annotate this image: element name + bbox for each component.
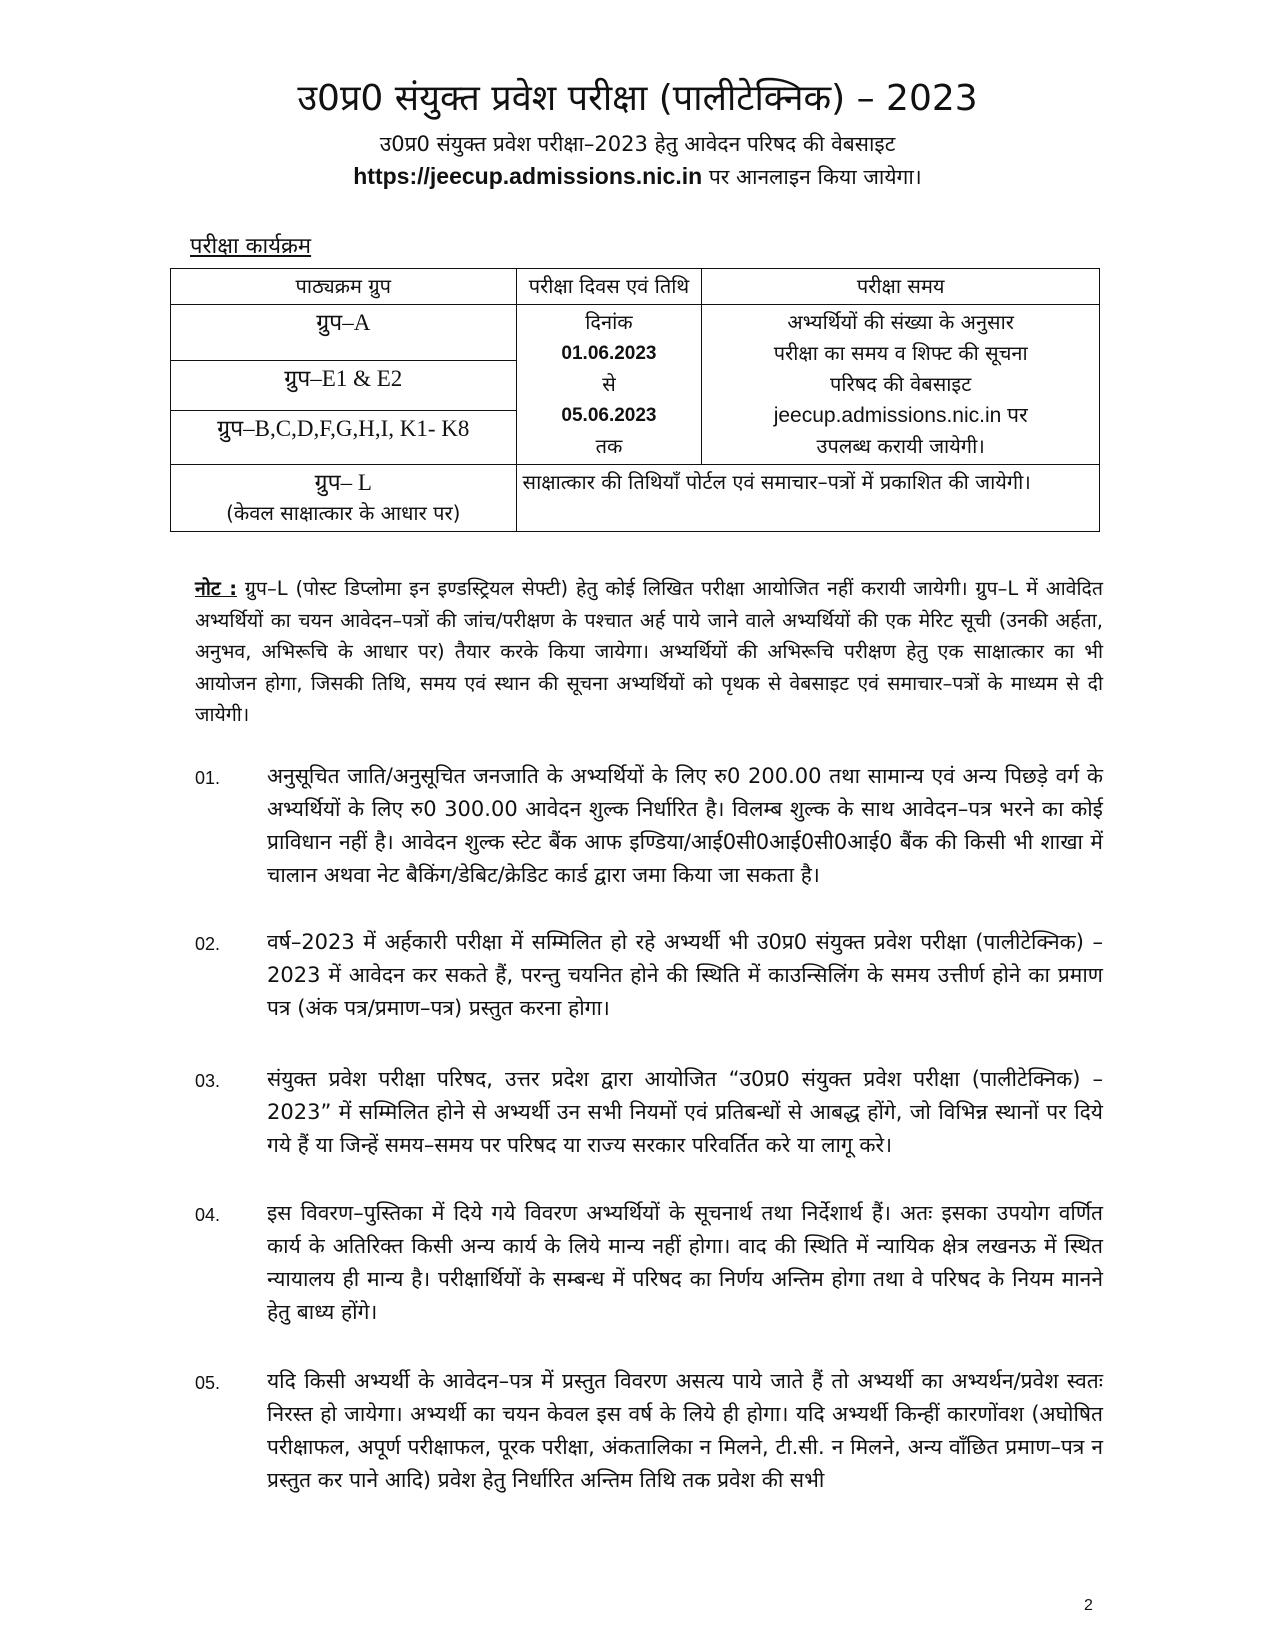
item-number: 02. [195,934,221,954]
group-l-name: ग्रुप– L [314,470,372,495]
subtitle-line1: उ0प्र0 संयुक्त प्रवेश परीक्षा–2023 हेतु आवेदन परिषद की वेबसाइट [379,132,896,156]
date-suffix: तक [595,434,623,458]
time-line-url: jeecup.admissions.nic.in पर [773,404,1028,427]
list-item [195,1197,1103,1329]
item-text: संयुक्त प्रवेश परीक्षा परिषद, उत्तर प्रदेश द्वारा आयोजित “उ0प्र0 संयुक्त प्रवेश परीक्षा (पालीटेक्निक) – 2023” में सम्मिलित होने से अभ्यर्थी उन सभी नियमों एवं प्रतिबन्धों से आबद्ध होंगे, जो विभिन्न स्थानों पर दिये गये हैं या जिन्हें समय–समय पर परिषद या राज्य सरकार परिवर्तित करे या लागू करे। [267,1067,1103,1157]
list-item [195,760,1103,892]
group-l-sub: (केवल साक्षात्कार के आधार पर) [226,501,461,525]
subtitle-line2-rest: पर आनलाइन किया जायेगा। [702,165,922,189]
item-text: वर्ष–2023 में अर्हकारी परीक्षा में सम्मिलित हो रहे अभ्यर्थी भी उ0प्र0 संयुक्त प्रवेश परीक्षा (पालीटेक्निक) – 2023 में आवेदन कर सकते हैं, परन्तु चयनित होने की स्थिति में काउन्सिलिंग के समय उत्तीर्ण होने का प्रमाण पत्र (अंक पत्र/प्रमाण–पत्र) प्रस्तुत करना होगा। [267,930,1103,1020]
table-row [171,305,1100,361]
subtitle [0,128,1275,193]
date-start: 01.06.2023 [561,343,657,364]
list-item [195,1365,1103,1497]
schedule-heading: परीक्षा कार्यक्रम [190,234,312,259]
list-item [195,1063,1103,1162]
time-line: परिषद की वेबसाइट [830,372,972,396]
group-cell: ग्रुप–A [171,305,517,361]
group-l-cell [171,465,517,532]
group-cell: ग्रुप–E1 & E2 [171,360,517,411]
table-row [171,465,1100,532]
subtitle-line2 [0,160,1275,193]
item-number: 04. [195,1205,221,1225]
item-number: 03. [195,1071,221,1091]
page-title: उ0प्र0 संयुक्त प्रवेश परीक्षा (पालीटेक्निक) – 2023 [297,78,978,119]
table-header-row [171,269,1100,305]
note-text: ग्रुप–L (पोस्ट डिप्लोमा इन इण्डस्ट्रियल सेफ्टी) हेतु कोई लिखित परीक्षा आयोजित नहीं करायी जायेगी। ग्रुप–L में आवेदित अभ्यर्थियों का चयन आवेदन–पत्रों की जांच/परीक्षण के पश्चात अर्ह पाये जाने वाले अभ्यर्थियों की एक मेरिट सूची (उनकी अर्हता, अनुभव, अभिरूचि के आधार पर) तैयार करके किया जायेगा। अभ्यर्थियों की अभिरूचि परीक्षण हेतु एक साक्षात्कार का भी आयोजन होगा, जिसकी तिथि, समय एवं स्थान की सूचना अभ्यर्थियों को पृथक से वेबसाइट एवं समाचार–पत्रों के माध्यम से दी जायेगी। [195,577,1103,726]
col-header-time: परीक्षा समय [702,269,1100,305]
time-line: परीक्षा का समय व शिफ्ट की सूचना [773,341,1028,365]
item-number: 05. [195,1373,221,1393]
note-paragraph [195,573,1103,731]
date-to: से [602,372,616,396]
item-text: यदि किसी अभ्यर्थी के आवेदन–पत्र में प्रस्तुत विवरण असत्य पाये जाते हैं तो अभ्यर्थी का अभ्यर्थन/प्रवेश स्वतः निरस्त हो जायेगा। अभ्यर्थी का चयन केवल इस वर्ष के लिये ही होगा। यदि अभ्यर्थी किन्हीं कारणोंवश (अघोषित परीक्षाफल, अपूर्ण परीक्षाफल, पूरक परीक्षा, अंकतालिका न मिलने, टी.सी. न मिलने, अन्य वाँछित प्रमाण–पत्र न प्रस्तुत कर पाने आदि) प्रवेश हेतु निर्धारित अन्तिम तिथि तक प्रवेश की सभी [267,1369,1103,1492]
date-end: 05.06.2023 [561,405,657,426]
page-number: 2 [1084,1597,1093,1614]
date-cell [516,305,702,465]
note-label: नोट : [195,577,237,600]
time-line: अभ्यर्थियों की संख्या के अनुसार [787,310,1014,334]
list-item [195,926,1103,1025]
item-text: अनुसूचित जाति/अनुसूचित जनजाति के अभ्यर्थियों के लिए रु0 200.00 तथा सामान्य एवं अन्य पिछड़े वर्ग के अभ्यर्थियों के लिए रु0 300.00 आवेदन शुल्क निर्धारित है। विलम्ब शुल्क के साथ आवेदन–पत्र भरने का कोई प्राविधान नहीं है। आवेदन शुल्क स्टेट बैंक आफ इण्डिया/आई0सी0आई0सी0आई0 बैंक की किसी भी शाखा में चालान अथवा नेट बैकिंग/डेबिट/क्रेडिट कार्ड द्वारा जमा किया जा सकता है। [267,764,1103,887]
group-cell: ग्रुप–B,C,D,F,G,H,I, K1- K8 [171,411,517,465]
exam-schedule-table [170,268,1100,532]
item-text: इस विवरण–पुस्तिका में दिये गये विवरण अभ्यर्थियों के सूचनार्थ तथा निर्देशार्थ हैं। अतः इसका उपयोग वर्णित कार्य के अतिरिक्त किसी अन्य कार्य के लिये मान्य नहीं होगा। वाद की स्थिति में न्यायिक क्षेत्र लखनऊ में स्थित न्यायालय ही मान्य है। परीक्षार्थियों के सम्बन्ध में परिषद का निर्णय अन्तिम होगा तथा वे परिषद के नियम मानने हेतु बाध्य होंगे। [267,1201,1103,1324]
website-link[interactable]: https://jeecup.admissions.nic.in [353,163,703,189]
group-l-info: साक्षात्कार की तिथियाँ पोर्टल एवं समाचार–पत्रों में प्रकाशित की जायेगी। [516,465,1099,532]
col-header-group: पाठ्यक्रम ग्रुप [171,269,517,305]
time-cell [702,305,1100,465]
item-number: 01. [195,768,221,788]
col-header-date: परीक्षा दिवस एवं तिथि [516,269,702,305]
time-line: उपलब्ध करायी जायेगी। [816,434,985,458]
date-prefix: दिनांक [585,310,633,334]
